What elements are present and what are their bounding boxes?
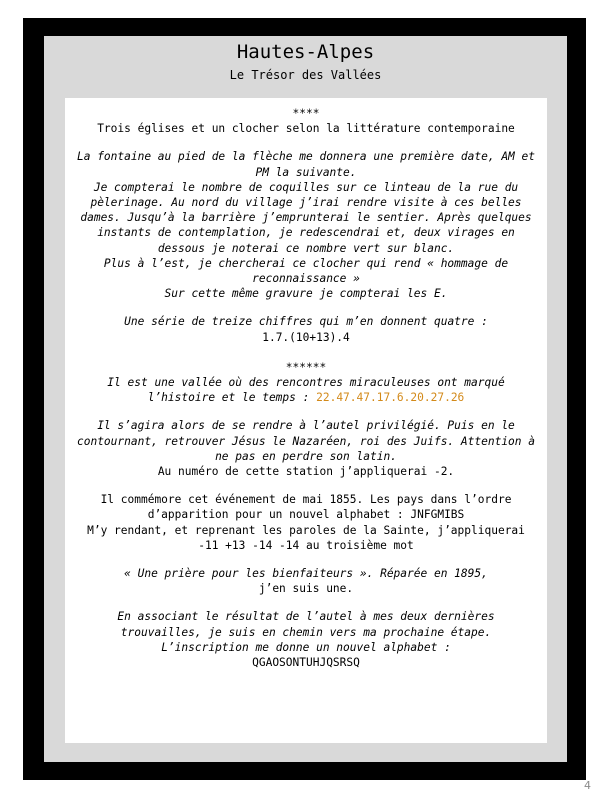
section1-para4: Sur cette même gravure je compterai les E. xyxy=(164,287,448,301)
section2-intro-text: Il est une vallée où des rencontres miraculeuses ont marqué l’histoire et le temps : xyxy=(107,376,505,405)
section2-para3b: M’y rendant, et reprenant les paroles de la Sainte, j’appliquerai -11 +13 -14 -14 au troisième mot xyxy=(87,523,525,552)
page-subtitle: Le Trésor des Vallées xyxy=(229,68,382,82)
section2-para5a: En associant le résultat de l’autel à mes deux dernières trouvailles, je suis en chemin vers ma prochaine étape. xyxy=(117,610,495,639)
page-number: 4 xyxy=(584,779,591,792)
section2-para2: Au numéro de cette station j’appliquerai -2. xyxy=(157,465,455,479)
section2-para1: Il s’agira alors de se rendre à l’autel privilégié. Puis en le contournant, retrouver Jésus le Nazaréen, roi des Juifs. Attention à ne pas en perdre son latin. xyxy=(76,419,535,463)
section1-marker: **** xyxy=(292,107,320,120)
section1-formula: 1.7.(10+13).4 xyxy=(262,330,350,344)
section2-para4a: « Une prière pour les bienfaiteurs ». Réparée en 1895, xyxy=(124,567,488,581)
section1-heading: Trois églises et un clocher selon la littérature contemporaine xyxy=(97,122,515,136)
section2-intro xyxy=(74,375,538,405)
section2-para4b: j’en suis une. xyxy=(258,582,354,596)
section1-para5: Une série de treize chiffres qui m’en donnent quatre : xyxy=(124,315,488,329)
section2-para5b: L’inscription me donne un nouvel alphabet : xyxy=(161,640,451,654)
section2-para3a: Il commémore cet événement de mai 1855. Les pays dans l’ordre d’apparition pour un nouvel alphabet : JNFGMIBS xyxy=(100,493,512,522)
section1-para1: La fontaine au pied de la flèche me donnera une première date, AM et PM la suivante. xyxy=(76,150,535,179)
section1-para3: Plus à l’est, je chercherai ce clocher qui rend « hommage de reconnaissance » xyxy=(103,256,509,286)
section2-code: 22.47.47.17.6.20.27.26 xyxy=(316,391,465,405)
document-body xyxy=(74,106,538,670)
section1-para2: Je compterai le nombre de coquilles sur ce linteau de la rue du pèlerinage. Au nord du village j’irai rendre visite à ces belles dames. Jusqu’à la barrière j’emprunterai le sentier. Après quelques instants de contemplation, je redescendrai et, deux virages en dessous je noterai ce nombre vert sur blanc. xyxy=(80,180,532,255)
page-title: Hautes-Alpes xyxy=(236,41,375,63)
section2-marker: ****** xyxy=(285,360,327,374)
section2-alphabet: QGAOSONTUHJQSRSQ xyxy=(252,656,360,670)
